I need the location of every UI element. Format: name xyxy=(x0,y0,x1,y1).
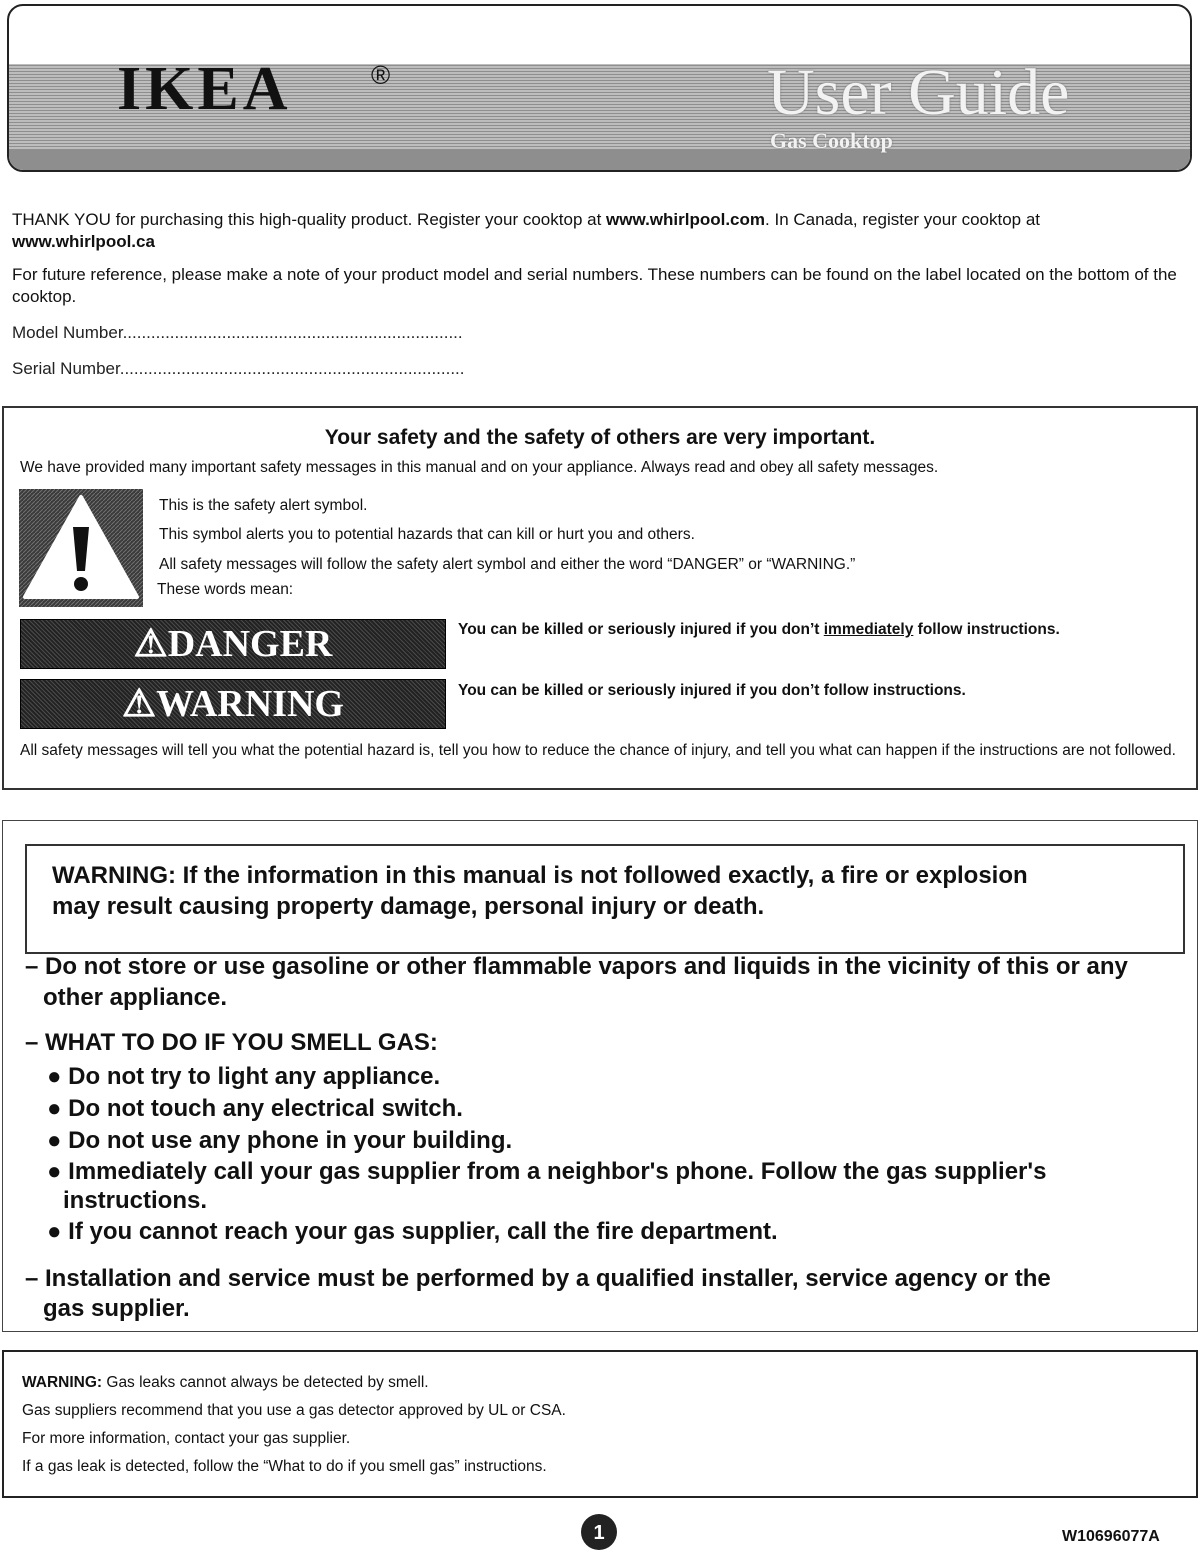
model-number-field xyxy=(12,323,463,343)
gas-bullet-3: ● Do not use any phone in your building. xyxy=(47,1127,513,1154)
leak-line-2: Gas suppliers recommend that you use a gas detector approved by UL or CSA. xyxy=(22,1402,566,1419)
warning-label: WARNING xyxy=(156,683,344,725)
serial-number-field xyxy=(12,359,465,379)
safety-intro: We have provided many important safety messages in this manual and on your appliance. Always read and obey all safety messages. xyxy=(20,459,939,476)
alert-line-1: This is the safety alert symbol. xyxy=(159,497,368,514)
gas-bullet-4-text: Immediately call your gas supplier from a neighbor's phone. Follow the gas supplier's xyxy=(68,1158,1047,1185)
safety-footer: All safety messages will tell you what the potential hazard is, tell you how to reduce the chance of injury, and tell you what can happen if the instructions are not followed. xyxy=(20,742,1176,759)
safety-box xyxy=(2,406,1198,790)
gas-bullet-5-text: If you cannot reach your gas supplier, call the fire department. xyxy=(68,1218,778,1245)
danger-label: DANGER xyxy=(167,623,333,665)
warning-signal-word: ⚠WARNING xyxy=(122,683,344,725)
danger-text-prefix: You can be killed or seriously injured if you don’t xyxy=(458,621,824,638)
gas-bullet-1: ● Do not try to light any appliance. xyxy=(47,1063,441,1090)
page-number-badge xyxy=(579,1512,619,1552)
thank-you-text: THANK YOU for purchasing this high-quality product. Register your cooktop at xyxy=(12,210,607,229)
gas-bullet-5: ● If you cannot reach your gas supplier, call the fire department. xyxy=(47,1218,778,1245)
gas-item-1-line-2: other appliance. xyxy=(43,984,228,1011)
reference-note: For future reference, please make a note of your product model and serial numbers. These numbers can be found on the label located on the bottom of the cooktop. xyxy=(12,265,1177,306)
guide-subtitle: Gas Cooktop xyxy=(770,128,893,153)
gas-item-2-heading: – WHAT TO DO IF YOU SMELL GAS: xyxy=(25,1029,438,1056)
serial-number-label: Serial Number xyxy=(12,359,120,378)
safety-title: Your safety and the safety of others are very important. xyxy=(324,426,876,449)
gas-bullet-2-text: Do not touch any electrical switch. xyxy=(68,1095,463,1122)
url-ca: www.whirlpool.ca xyxy=(12,232,155,251)
gas-bullet-4: ● Immediately call your gas supplier from a neighbor's phone. Follow the gas supplier's xyxy=(47,1158,1047,1185)
leak-warning-label: WARNING: xyxy=(22,1374,103,1391)
danger-signal-box xyxy=(20,619,446,669)
serial-number-dots: ......................................................................... xyxy=(119,359,465,378)
danger-signal-word: ⚠DANGER xyxy=(133,623,333,665)
warning-description: You can be killed or seriously injured if you don’t follow instructions. xyxy=(458,682,966,699)
thank-you-paragraph xyxy=(12,209,1190,253)
gas-leak-warning-box xyxy=(2,1350,1198,1498)
registered-mark: ® xyxy=(371,60,391,90)
url-us: www.whirlpool.com xyxy=(606,210,766,229)
header-bottom-band xyxy=(9,150,1190,170)
warning-signal-box xyxy=(20,679,446,729)
ikea-logo: IKEA xyxy=(117,55,292,123)
alert-line-3: All safety messages will follow the safety alert symbol and either the word “DANGER” or “WARNING.” xyxy=(159,556,856,573)
guide-title: User Guide xyxy=(767,56,1070,129)
document-code: W10696077A xyxy=(1062,1528,1160,1545)
leak-line-4: If a gas leak is detected, follow the “What to do if you smell gas” instructions. xyxy=(22,1458,547,1475)
header-banner xyxy=(7,4,1192,172)
gas-bullet-1-text: Do not try to light any appliance. xyxy=(68,1063,441,1090)
gas-item-3-line-1: – Installation and service must be performed by a qualified installer, service agency or the xyxy=(25,1265,1051,1292)
gas-warning-title xyxy=(52,860,1152,922)
leak-line-1-text: Gas leaks cannot always be detected by smell. xyxy=(102,1374,429,1391)
gas-bullet-4-cont: instructions. xyxy=(63,1187,208,1214)
leak-line-3: For more information, contact your gas supplier. xyxy=(22,1430,351,1447)
alert-line-2: This symbol alerts you to potential hazards that can kill or hurt you and others. xyxy=(159,526,695,543)
danger-text-emph: immediately xyxy=(823,621,914,638)
safety-alert-icon xyxy=(19,489,143,607)
gas-warning-title-box xyxy=(25,844,1185,954)
gas-bullet-2: ● Do not touch any electrical switch. xyxy=(47,1095,463,1122)
gas-item-1-line-1: – Do not store or use gasoline or other flammable vapors and liquids in the vicinity of this or any xyxy=(25,953,1128,980)
model-number-dots: ........................................................................ xyxy=(122,323,463,342)
danger-description xyxy=(458,621,1060,639)
alert-line-4: These words mean: xyxy=(157,581,294,598)
model-number-label: Model Number xyxy=(12,323,123,342)
gas-item-3-line-2: gas supplier. xyxy=(43,1295,190,1322)
danger-text-suffix: follow instructions. xyxy=(913,621,1060,638)
leak-line-1 xyxy=(22,1374,429,1392)
gas-bullet-3-text: Do not use any phone in your building. xyxy=(68,1127,513,1154)
gas-warning-box xyxy=(2,820,1198,1332)
thank-you-middle: . In Canada, register your cooktop at xyxy=(765,210,1041,229)
gas-warning-title-line-2: may result causing property damage, personal injury or death. xyxy=(52,893,765,920)
page-number: 1 xyxy=(593,1522,605,1544)
gas-warning-title-line-1: WARNING: If the information in this manual is not followed exactly, a fire or explosion xyxy=(52,862,1028,889)
